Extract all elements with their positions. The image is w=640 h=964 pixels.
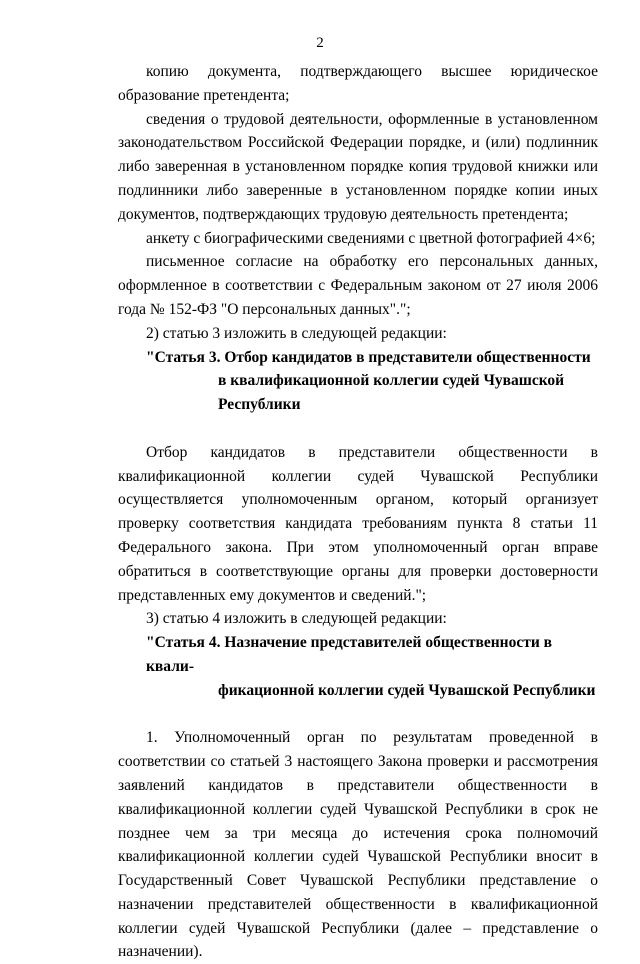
article-4-lead: "Статья 4. [146, 634, 221, 652]
article-4-heading [118, 631, 598, 702]
paragraph: анкету с биографическими сведениями с цветной фотографией 4×6; [146, 229, 596, 247]
article-4-title-rest: фикационной коллегии судей Чувашской Республики [218, 681, 596, 699]
paragraph: 3) статью 4 изложить в следующей редакции: [146, 610, 447, 628]
article-4-title-line1: Назначение представителей общественности в квали- [146, 634, 553, 675]
paragraph: письменное согласие на обработку его персональных данных, оформленное в соответствии с Федеральным законом от 27 июля 2006 года № 152-ФЗ "О персональных данных"."; [118, 253, 598, 318]
article-3-text: Отбор кандидатов в представители общественности в квалификационной коллегии судей Чувашской Республики осуществляется уполномоченным органом, который организует проверку соответствия кандидата требованиям пункта 8 статьи 11 Федерального закона. При этом уполномоченный орган вправе обратиться в соответствующие органы для проверки достоверности представленных ему документов и сведений."; [118, 443, 598, 604]
article-4-text: 1. Уполномоченный орган по результатам проведенной в соответствии со статьей 3 настоящего Закона проверки и рассмотрения заявлений кандидатов в представители общественности в квалификационной коллегии судей Чувашской Республики в срок не позднее чем за три месяца до истечения срока полномочий квалификационной коллегии судей Чувашской Республики вносит в Государственный Совет Чувашской Республики представление о назначении представителей общественности в квалификационной коллегии судей Чувашской Республики (далее – представление о назначении). [118, 729, 598, 961]
paragraph: копию документа, подтверждающего высшее юридическое образование претендента; [118, 63, 598, 104]
article-3-title-rest: в квалификационной коллегии судей Чувашской Республики [218, 372, 565, 414]
article-3-title-line1: Отбор кандидатов в представители общественности [224, 348, 591, 366]
article-3-lead: "Статья 3. [146, 348, 221, 366]
document-body [118, 60, 598, 964]
article-3-heading [118, 346, 598, 417]
page-number: 2 [316, 35, 324, 51]
paragraph: сведения о трудовой деятельности, оформленные в установленном законодательством Российской Федерации порядке, и (или) подлинник либо заверенная в установленном порядке копия трудовой книжки или подлинники либо заверенные в установленном порядке копии иных документов, подтверждающих трудовую деятельность претендента; [118, 110, 598, 223]
paragraph: 2) статью 3 изложить в следующей редакции: [146, 324, 447, 342]
